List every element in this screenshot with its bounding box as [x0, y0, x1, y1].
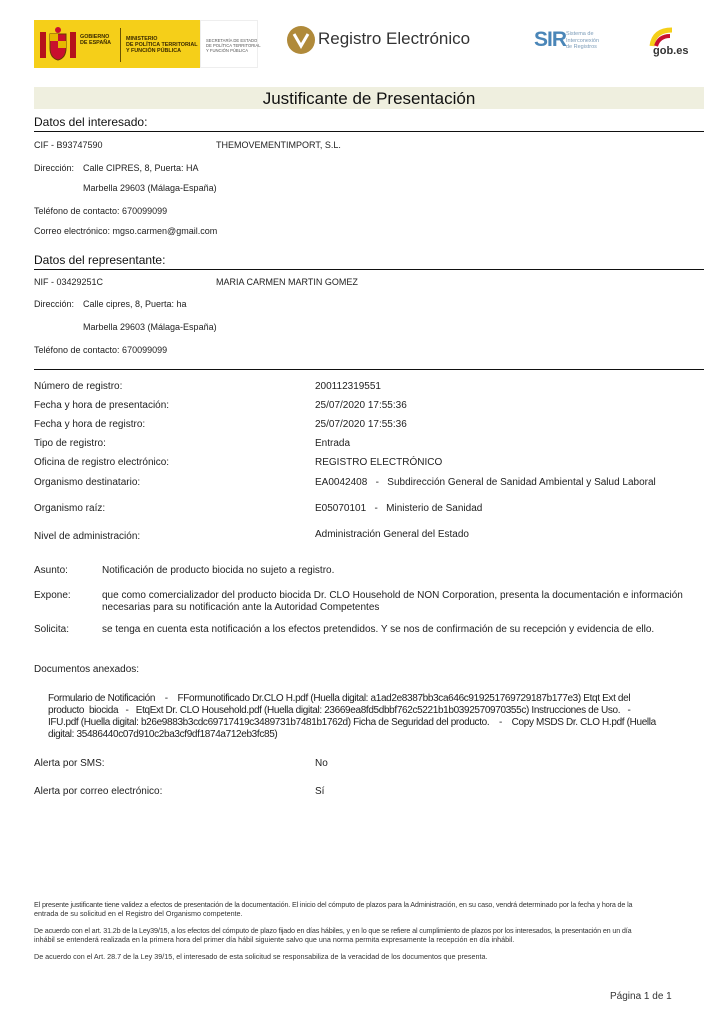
representante-direccion-label: Dirección:	[34, 299, 75, 309]
secretaria-line1: SECRETARÍA DE ESTADO	[206, 38, 258, 43]
ministerio-text	[126, 36, 198, 55]
documentos-line2: producto biocida - EtqExt Dr. CLO Household.pdf (Huella digital: 23669ea8fd5dbbf762c5221b1b0392570970355c) Instrucciones de Uso. -	[48, 705, 631, 716]
registro-fecha-presentacion-value: 25/07/2020 17:55:36	[315, 400, 407, 411]
registro-logo-icon	[286, 25, 316, 55]
registro-tipo-value: Entrada	[315, 438, 351, 449]
registro-fecha-registro-value: 25/07/2020 17:55:36	[315, 419, 407, 430]
representante-direccion-line1: Calle cipres, 8, Puerta: ha	[83, 299, 187, 309]
footer-p2-line2: inhábil se entenderá realizada en la primera hora del primer día hábil siguiente salvo que una norma permita expresamente la recepción en día inhábil.	[34, 935, 515, 944]
secretaria-line2: DE POLÍTICA TERRITORIAL	[206, 43, 261, 48]
representante-heading: Datos del representante:	[34, 253, 166, 267]
secretaria-text	[206, 38, 261, 53]
alerta-sms-value: No	[315, 758, 328, 769]
footer-p1-line2: entrada de su solicitud en el Registro del Organismo competente.	[34, 909, 243, 918]
documentos-line3: IFU.pdf (Huella digital: b26e9883b3cdc69717419c3489731b7481b1762d) Ficha de Seguridad del producto. - Copy MSDS Dr. CLO H.pdf (Huella	[48, 717, 656, 728]
solicita-text: se tenga en cuenta esta notificación a los efectos pretendidos. Y se nos de confirmación de su recepción y evidencia de ello.	[102, 624, 655, 635]
registro-fecha-presentacion-label: Fecha y hora de presentación:	[34, 400, 170, 411]
representante-name: MARIA CARMEN MARTIN GOMEZ	[216, 277, 358, 287]
interesado-telefono: Teléfono de contacto: 670099099	[34, 206, 168, 216]
coat-of-arms-icon	[38, 26, 78, 62]
interesado-name: THEMOVEMENTIMPORT, S.L.	[216, 140, 341, 150]
representante-rule	[34, 269, 704, 270]
sir-line3: de Registros	[566, 44, 597, 50]
registro-numero-label: Número de registro:	[34, 381, 123, 392]
interesado-direccion-line2: Marbella 29603 (Málaga-España)	[83, 183, 217, 193]
page-title: Justificante de Presentación	[262, 89, 476, 108]
sir-line1: Sistema de	[566, 31, 594, 37]
registro-organismo-raiz-value: E05070101 - Ministerio de Sanidad	[315, 503, 483, 514]
representante-direccion-line2: Marbella 29603 (Málaga-España)	[83, 322, 217, 332]
registro-rule	[34, 369, 704, 370]
registro-fecha-registro-label: Fecha y hora de registro:	[34, 419, 146, 430]
interesado-direccion-line1: Calle CIPRES, 8, Puerta: HA	[83, 163, 199, 173]
interesado-direccion-label: Dirección:	[34, 163, 75, 173]
gov-line1: GOBIERNO	[80, 34, 110, 40]
logo-divider	[120, 28, 121, 62]
registro-numero-value: 200112319551	[315, 381, 381, 392]
asunto-text: Notificación de producto biocida no sujeto a registro.	[102, 565, 335, 576]
ministry-line1: MINISTERIO	[126, 36, 158, 42]
interesado-heading: Datos del interesado:	[34, 115, 148, 129]
secretaria-line3: Y FUNCIÓN PÚBLICA	[206, 48, 249, 53]
sir-logo: SIR	[534, 28, 567, 51]
ministry-line2: DE POLÍTICA TERRITORIAL	[126, 42, 198, 49]
documentos-heading: Documentos anexados:	[34, 664, 140, 675]
documentos-line1: Formulario de Notificación - FFormunotificado Dr.CLO H.pdf (Huella digital: a1ad2e8387bb3ca646c919251769729187b177e3) Etqt Ext del	[48, 693, 631, 704]
sir-line2: Interconexión	[566, 37, 600, 44]
alerta-correo-label: Alerta por correo electrónico:	[34, 786, 163, 797]
asunto-label: Asunto:	[34, 565, 68, 576]
registro-oficina-label: Oficina de registro electrónico:	[34, 457, 170, 468]
expone-line1: que como comercializador del producto biocida Dr. CLO Household de NON Corporation, presenta la documentación e información	[102, 590, 683, 601]
expone-line2: necesarias para su notificación ante la Autoridad Competentes	[102, 602, 380, 613]
alerta-sms-label: Alerta por SMS:	[34, 758, 105, 769]
registro-oficina-value: REGISTRO ELECTRÓNICO	[315, 457, 443, 468]
alerta-correo-value: Sí	[315, 786, 325, 797]
interesado-rule	[34, 131, 704, 132]
expone-label: Expone:	[34, 590, 71, 601]
gob-es-text: gob.es	[653, 45, 689, 57]
documentos-line4: digital: 35486440c07d910c2ba3cf9df1874a712eb3fc85)	[48, 729, 278, 740]
registro-nivel-label: Nivel de administración:	[34, 531, 141, 542]
registro-organismo-raiz-label: Organismo raíz:	[34, 503, 106, 514]
page-number: Página 1 de 1	[610, 991, 672, 1002]
gobierno-text	[80, 34, 111, 46]
registro-organismo-destinatario-label: Organismo destinatario:	[34, 477, 141, 488]
ministry-line3: Y FUNCIÓN PÚBLICA	[126, 48, 182, 55]
footer-p2-line1: De acuerdo con el art. 31.2b de la Ley39/15, a los efectos del cómputo de plazo fijado en días hábiles, y en lo que se refiere al cumplimiento de plazos por los interesados, la presentación en un día	[34, 926, 632, 935]
interesado-correo: Correo electrónico: mgso.carmen@gmail.com	[34, 226, 218, 236]
registro-title: Registro Electrónico	[318, 29, 471, 48]
sir-text	[566, 31, 599, 51]
footer-p1-line1: El presente justificante tiene validez a efectos de presentación de la documentación. El inicio del cómputo de plazos para la Administración, en su caso, vendrá determinado por la fecha y hora de la	[34, 900, 633, 909]
gov-line2: DE ESPAÑA	[80, 40, 112, 47]
registro-tipo-label: Tipo de registro:	[34, 438, 106, 449]
registro-organismo-destinatario-value: EA0042408 - Subdirección General de Sanidad Ambiental y Salud Laboral	[315, 477, 656, 488]
representante-telefono: Teléfono de contacto: 670099099	[34, 345, 168, 355]
solicita-label: Solicita:	[34, 624, 70, 635]
interesado-cif: CIF - B93747590	[34, 140, 103, 150]
registro-nivel-value: Administración General del Estado	[315, 529, 469, 540]
representante-nif: NIF - 03429251C	[34, 277, 104, 287]
footer-p3: De acuerdo con el Art. 28.7 de la Ley 39/15, el interesado de esta solicitud se responsabiliza de la veracidad de los documentos que presenta.	[34, 952, 488, 961]
